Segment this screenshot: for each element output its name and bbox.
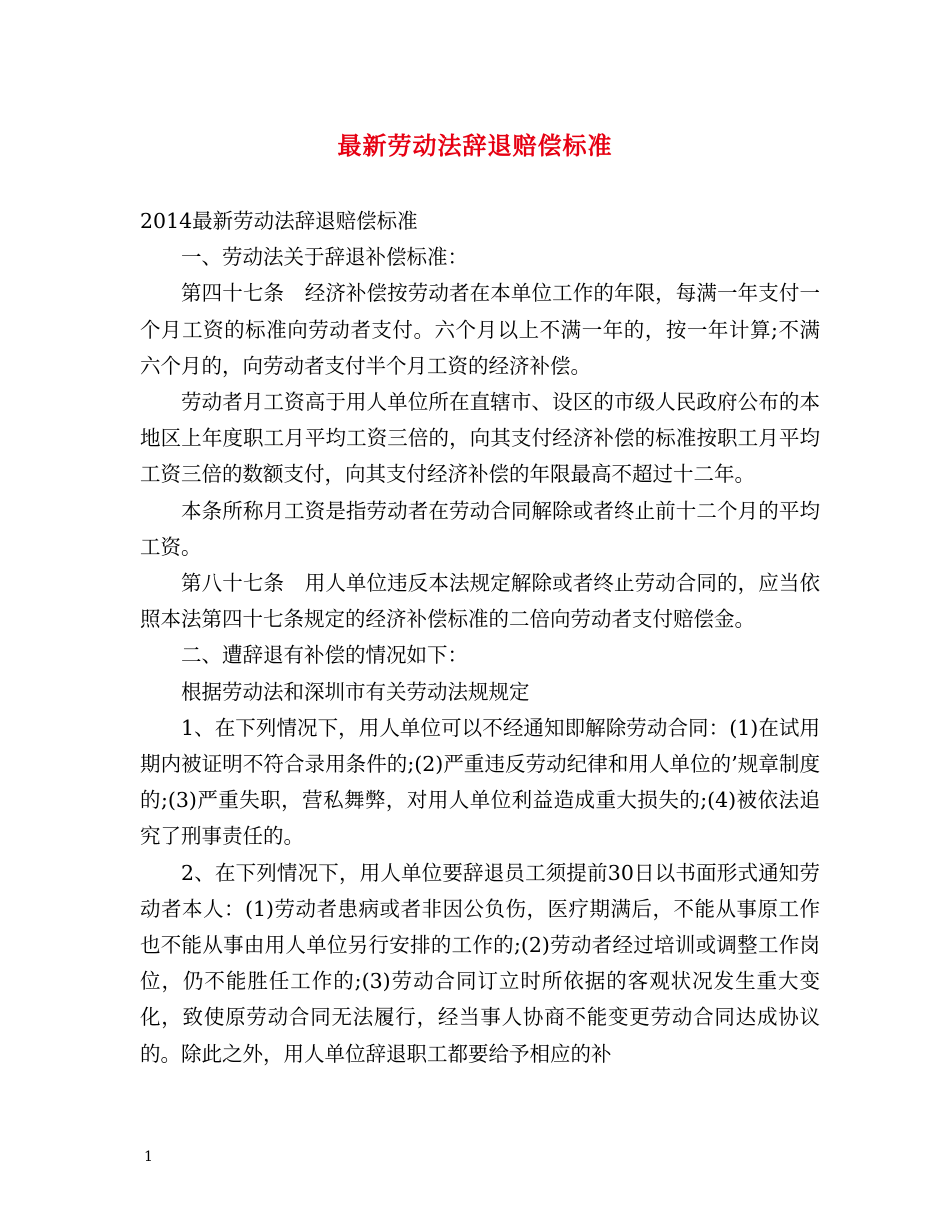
paragraph: 第八十七条 用人单位违反本法规定解除或者终止劳动合同的，应当依照本法第四十七条规定的经济补偿标准的二倍向劳动者支付赔偿金。 bbox=[140, 571, 820, 632]
paragraph: 2、在下列情况下，用人单位要辞退员工须提前30日以书面形式通知劳动者本人：(1)劳动者患病或者非因公负伤，医疗期满后，不能从事原工作也不能从事由用人单位另行安排的工作的;(2)劳动者经过培训或调整工作岗位，仍不能胜任工作的;(3)劳动合同订立时所依据的客观状况发生重大变化，致使原劳动合同无法履行，经当事人协商不能变更劳动合同达成协议的。除此之外，用人单位辞退职工都要给予相应的补 bbox=[140, 860, 820, 1066]
paragraph: 根据劳动法和深圳市有关劳动法规规定 bbox=[181, 679, 530, 704]
document-title: 最新劳动法辞退赔偿标准 bbox=[337, 131, 613, 160]
paragraph: 第四十七条 经济补偿按劳动者在本单位工作的年限，每满一年支付一个月工资的标准向劳动者支付。六个月以上不满一年的，按一年计算;不满六个月的，向劳动者支付半个月工资的经济补偿。 bbox=[140, 281, 820, 378]
paragraph: 二、遭辞退有补偿的情况如下： bbox=[181, 643, 468, 668]
paragraph: 一、劳动法关于辞退补偿标准： bbox=[181, 245, 468, 270]
paragraph: 2014最新劳动法辞退赔偿标准 bbox=[140, 209, 418, 233]
page-number: 1 bbox=[144, 1149, 153, 1165]
document-body bbox=[140, 203, 820, 1072]
paragraph: 1、在下列情况下，用人单位可以不经通知即解除劳动合同：(1)在试用期内被证明不符合录用条件的;(2)严重违反劳动纪律和用人单位的’规章制度的;(3)严重失职，营私舞弊，对用人单位利益造成重大损失的;(4)被依法追究了刑事责任的。 bbox=[140, 715, 820, 849]
paragraph: 本条所称月工资是指劳动者在劳动合同解除或者终止前十二个月的平均工资。 bbox=[140, 498, 820, 559]
paragraph: 劳动者月工资高于用人单位所在直辖市、设区的市级人民政府公布的本地区上年度职工月平均工资三倍的，向其支付经济补偿的标准按职工月平均工资三倍的数额支付，向其支付经济补偿的年限最高不超过十二年。 bbox=[140, 390, 820, 487]
